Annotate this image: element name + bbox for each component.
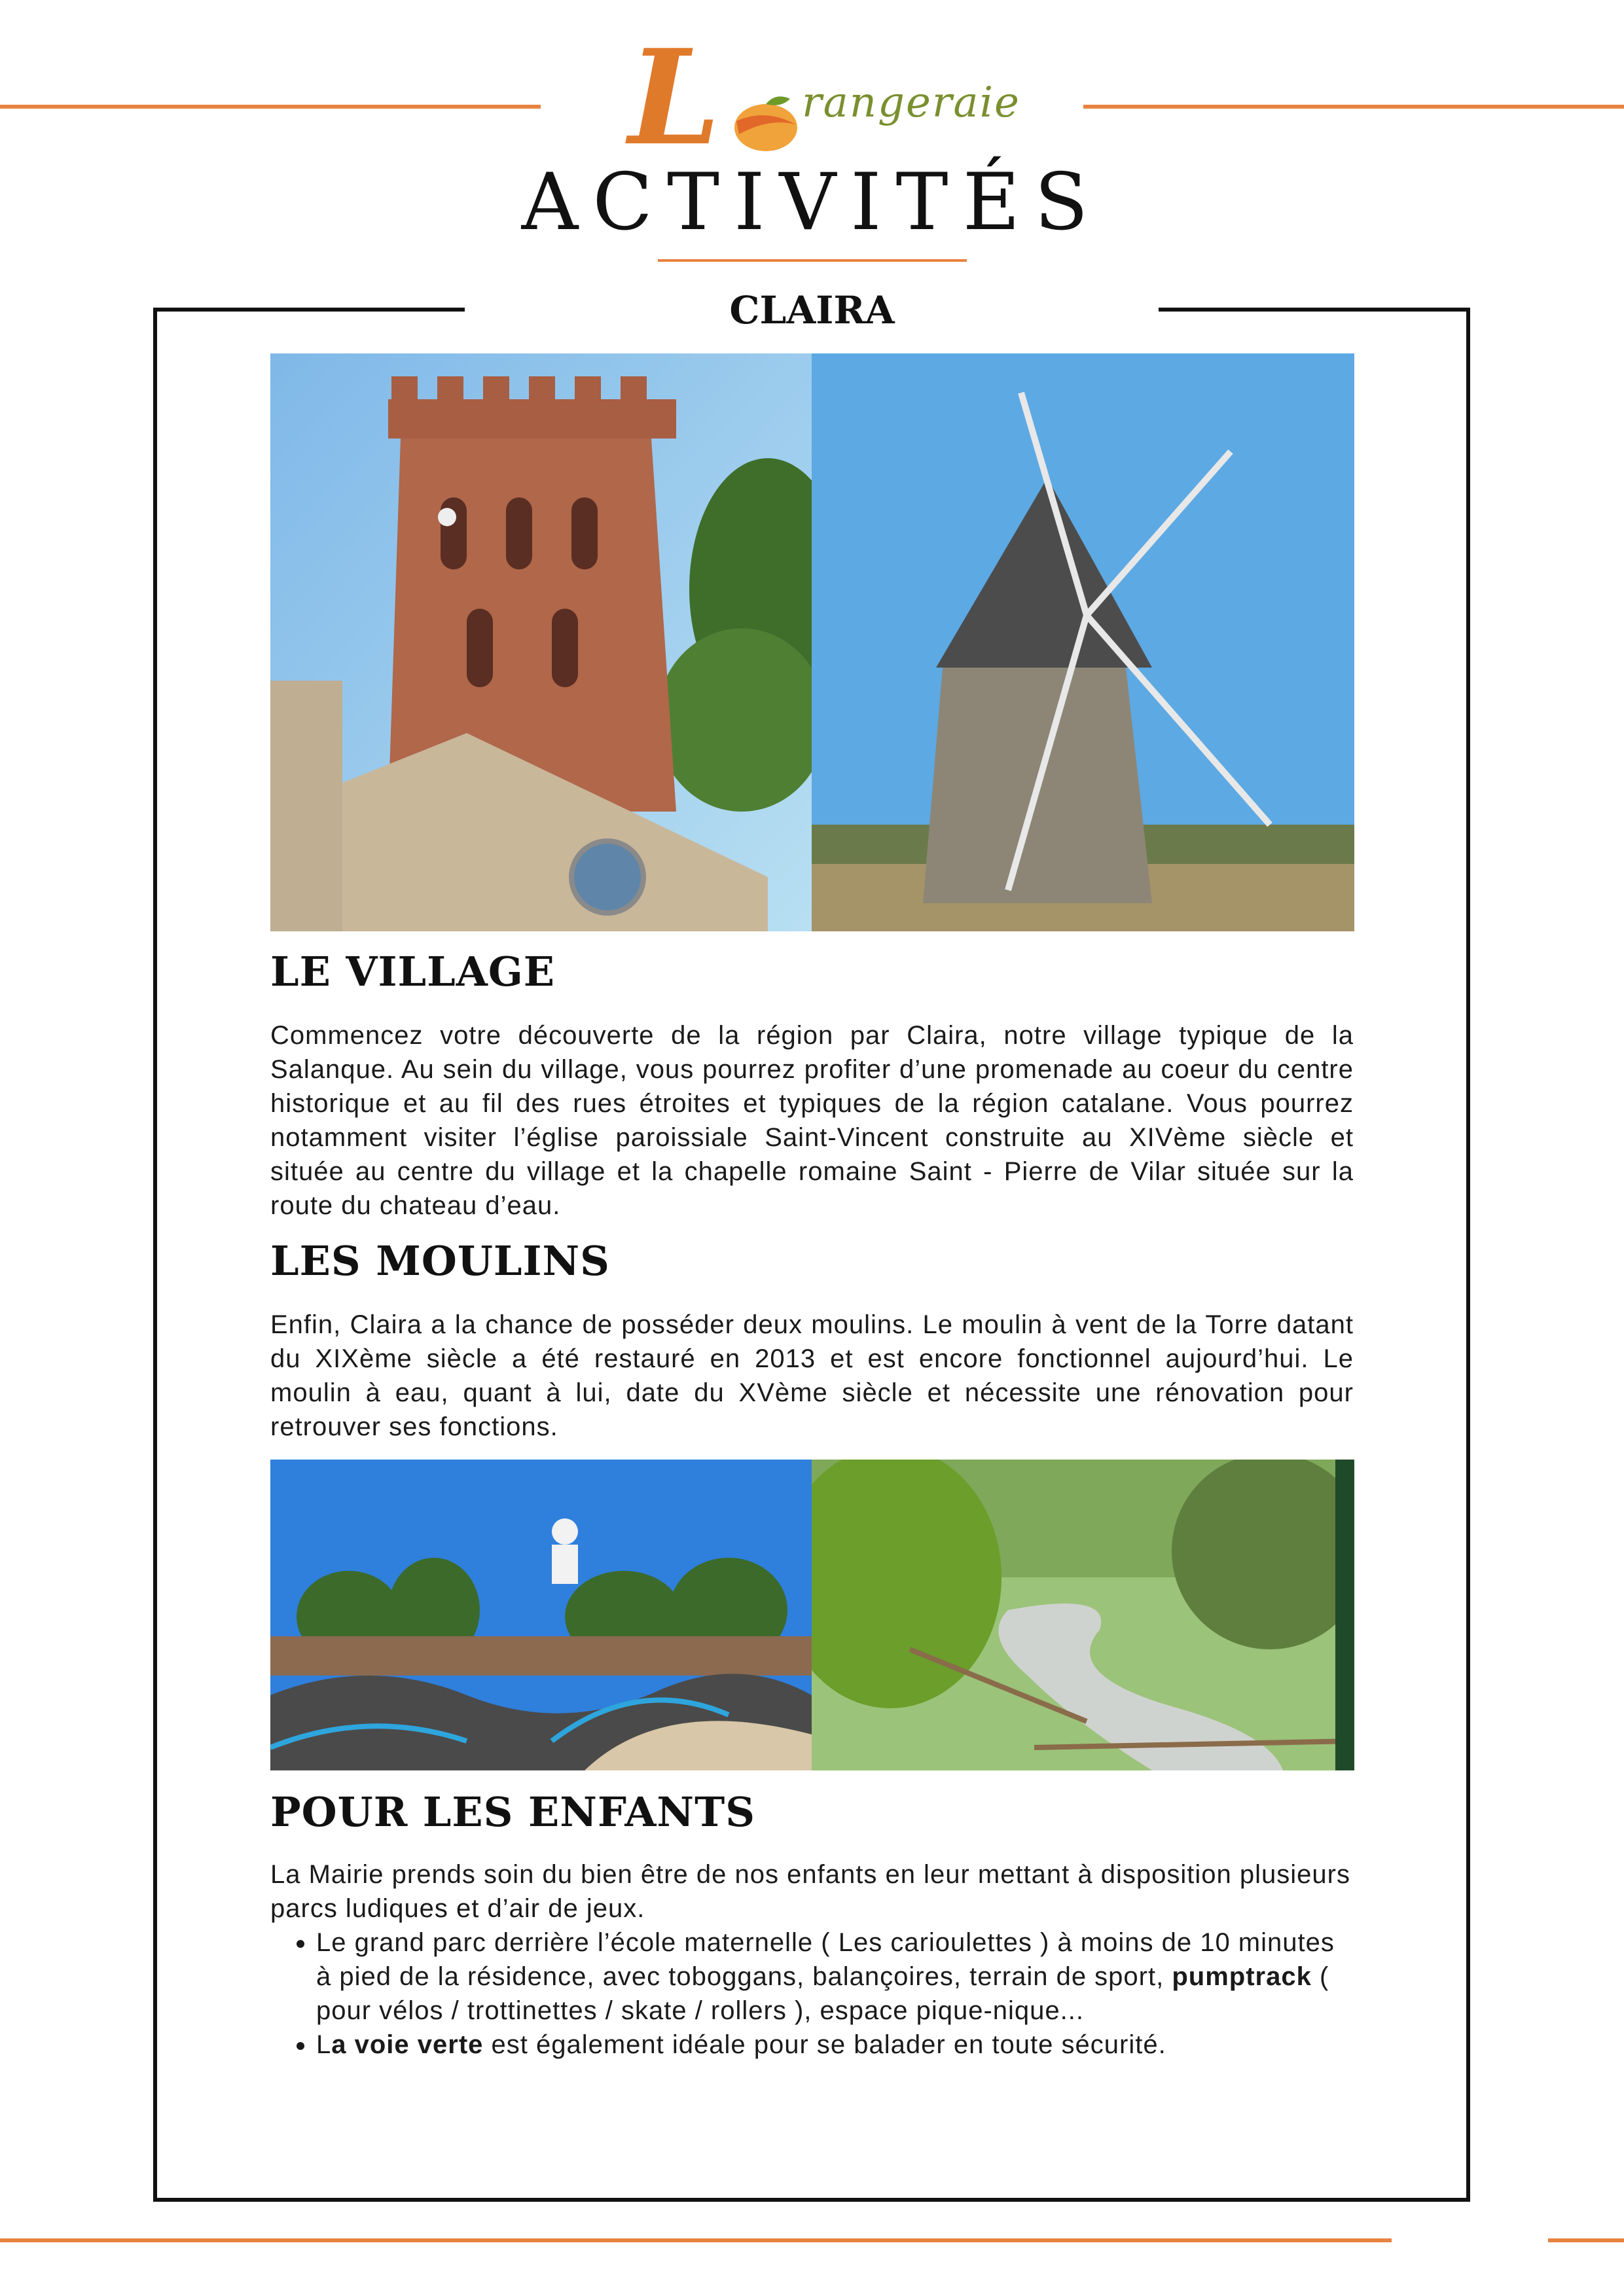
logo-initial: L (628, 21, 721, 175)
page-title: ACTIVITÉS (521, 157, 1103, 248)
top-left-rule (0, 105, 541, 109)
bottom-right-rule (1548, 2238, 1624, 2242)
village-heading: LE VILLAGE (270, 948, 556, 996)
list-item: • Le grand parc derrière l’école maternelle ( Les carioulettes ) à moins de 10 minutes à pied de la résidence, avec toboggans, balançoires, terrain de sport, pumptrack ( pour vélos / trottinettes / skate / rollers ), espace pique-nique... (316, 1926, 1354, 2028)
list-item: • La voie verte est également idéale pour se balader en toute sécurité. (316, 2028, 1354, 2062)
pumptrack-bold: pumptrack (1172, 1962, 1312, 1991)
moulins-heading: LES MOULINS (270, 1237, 610, 1285)
church-tower-photo (270, 353, 812, 931)
pumptrack-photo (270, 1460, 812, 1770)
voie-verte-bold: a voie verte (331, 2030, 484, 2059)
windmill-photo (812, 353, 1354, 931)
enfants-heading: POUR LES ENFANTS (270, 1788, 756, 1836)
top-right-rule (1083, 105, 1624, 109)
bottom-left-rule (0, 2238, 1392, 2242)
place-heading: CLAIRA (729, 288, 895, 332)
logo-wordmark: rangeraie (802, 79, 1020, 127)
enfants-intro: La Mairie prends soin du bien être de nos enfants en leur mettant à disposition plusieurs parcs ludiques et d’air de jeux. (270, 1860, 1350, 1923)
village-text: Commencez votre découverte de la région par Claira, notre village typique de la Salanque. Au sein du village, vous pourrez profiter d’une promenade au coeur du centre historique et au fil des rues étroites et typiques de la région catalane. Vous pourrez notamment visiter l’église paroissiale Saint-Vincent construite au XIVème siècle et située au centre du village et la chapelle romaine Saint - Pierre de Vilar située sur la route du chateau d’eau. (270, 1021, 1354, 1220)
greenway-photo (812, 1460, 1354, 1770)
moulins-text: Enfin, Claira a la chance de posséder deux moulins. Le moulin à vent de la Torre datant du XIXème siècle a été restauré en 2013 et est encore fonctionnel aujourd’hui. Le moulin à eau, quant à lui, date du XVème siècle et nécessite une rénovation pour retrouver ses fonctions. (270, 1310, 1354, 1441)
title-underline (658, 259, 967, 262)
brand-logo (628, 21, 1020, 175)
enfants-list (270, 1926, 1354, 2062)
orange-fruit-icon (730, 95, 802, 154)
